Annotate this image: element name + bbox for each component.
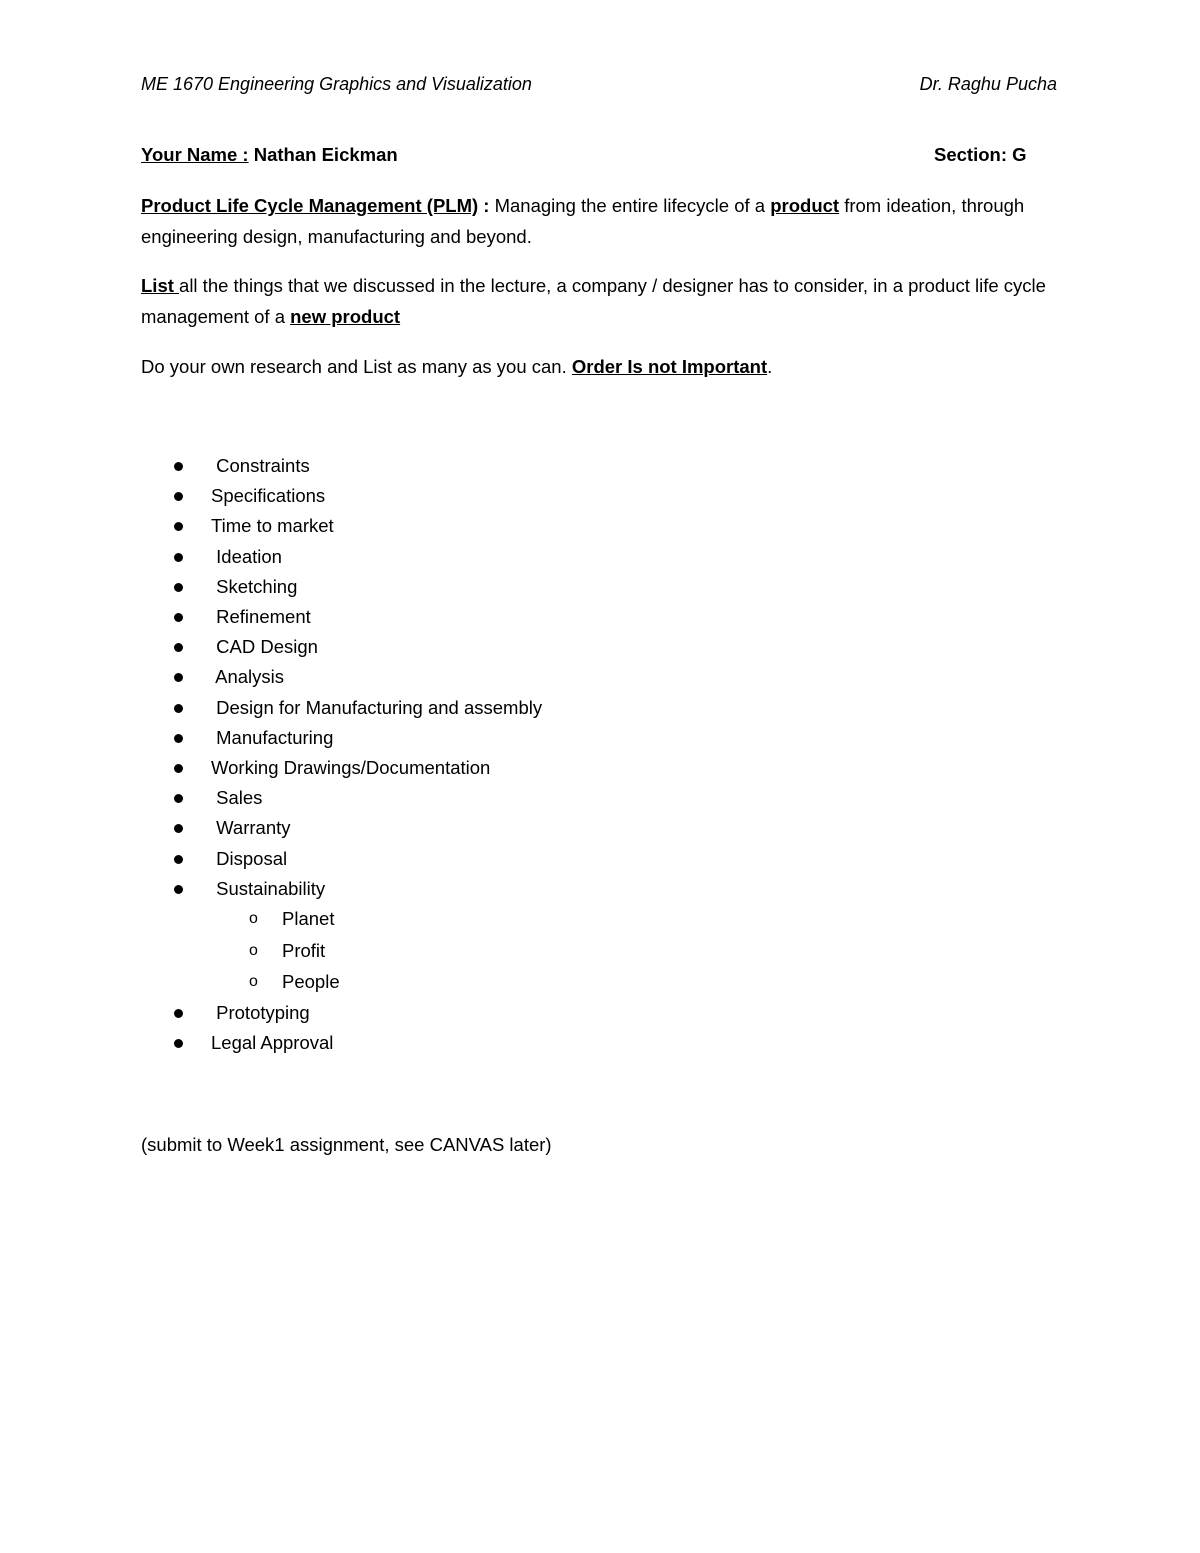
list-item: Analysis xyxy=(211,666,285,688)
bullet-marker xyxy=(174,462,183,471)
plm-text-1: Managing the entire lifecycle of a xyxy=(494,195,771,216)
list-new-product: new product xyxy=(290,306,401,327)
bullet-marker xyxy=(174,885,183,894)
bullet-marker xyxy=(174,855,183,864)
list-item: Time to market xyxy=(211,515,334,537)
research-text: Do your own research and List as many as you can. xyxy=(141,356,572,377)
bullet-marker xyxy=(174,794,183,803)
sub-bullet-marker: o xyxy=(249,910,258,927)
list-lead: List xyxy=(141,275,180,296)
list-item: Prototyping xyxy=(211,1001,310,1023)
instructor-header: Dr. Raghu Pucha xyxy=(919,74,1057,94)
list-item: Ideation xyxy=(211,545,282,567)
sub-list-item: People xyxy=(282,971,340,992)
list-item: Disposal xyxy=(211,847,288,869)
name-label: Your Name : xyxy=(141,144,249,165)
bullet-marker xyxy=(174,704,183,713)
sub-bullet-marker: o xyxy=(249,973,258,990)
list-item: Sustainability xyxy=(211,877,326,899)
sub-list-item: Profit xyxy=(282,939,326,961)
bullet-marker xyxy=(174,492,183,501)
student-name: Nathan Eickman xyxy=(248,144,398,165)
bullet-marker xyxy=(174,1009,183,1018)
list-item: Sales xyxy=(211,787,263,809)
course-header: ME 1670 Engineering Graphics and Visualization xyxy=(141,74,532,94)
bullet-marker xyxy=(174,613,183,622)
research-instruction xyxy=(141,351,1071,382)
bullet-marker xyxy=(174,522,183,531)
bullet-marker xyxy=(174,764,183,773)
list-item: Specifications xyxy=(211,485,326,507)
submit-note: (submit to Week1 assignment, see CANVAS later) xyxy=(141,1134,552,1155)
section-label: Section: G xyxy=(934,144,1027,165)
list-item: Refinement xyxy=(211,606,311,627)
sub-list-item: Planet xyxy=(282,908,335,929)
bullet-marker xyxy=(174,673,183,682)
bullet-marker xyxy=(174,734,183,743)
list-item: Working Drawings/Documentation xyxy=(211,757,491,778)
bullet-marker xyxy=(174,583,183,592)
sub-bullet-marker: o xyxy=(249,941,258,959)
list-item: Warranty xyxy=(211,817,291,839)
list-text: all the things that we discussed in the lecture, a company / designer has to consider, in a product life cycle management of a xyxy=(141,275,1046,327)
list-item: Manufacturing xyxy=(211,726,334,748)
bullet-marker xyxy=(174,553,183,562)
research-end: . xyxy=(767,356,773,377)
list-item: Constraints xyxy=(211,455,310,476)
list-item: Legal Approval xyxy=(211,1031,334,1053)
list-item: CAD Design xyxy=(211,636,318,658)
bullet-marker xyxy=(174,824,183,833)
research-emphasis: Order Is not Important xyxy=(571,356,768,377)
list-item: Design for Manufacturing and assembly xyxy=(211,696,543,718)
plm-separator: : xyxy=(478,195,495,216)
bullet-marker xyxy=(174,1039,183,1048)
plm-text-2: from ideation, through engineering design, manufacturing and beyond. xyxy=(141,195,1025,247)
list-instruction xyxy=(141,270,1071,332)
plm-term: Product Life Cycle Management (PLM) xyxy=(141,195,479,216)
name-row xyxy=(141,144,398,166)
plm-definition xyxy=(141,190,1071,252)
plm-product: product xyxy=(770,195,840,216)
bullet-marker xyxy=(174,643,183,652)
list-item: Sketching xyxy=(211,575,298,597)
